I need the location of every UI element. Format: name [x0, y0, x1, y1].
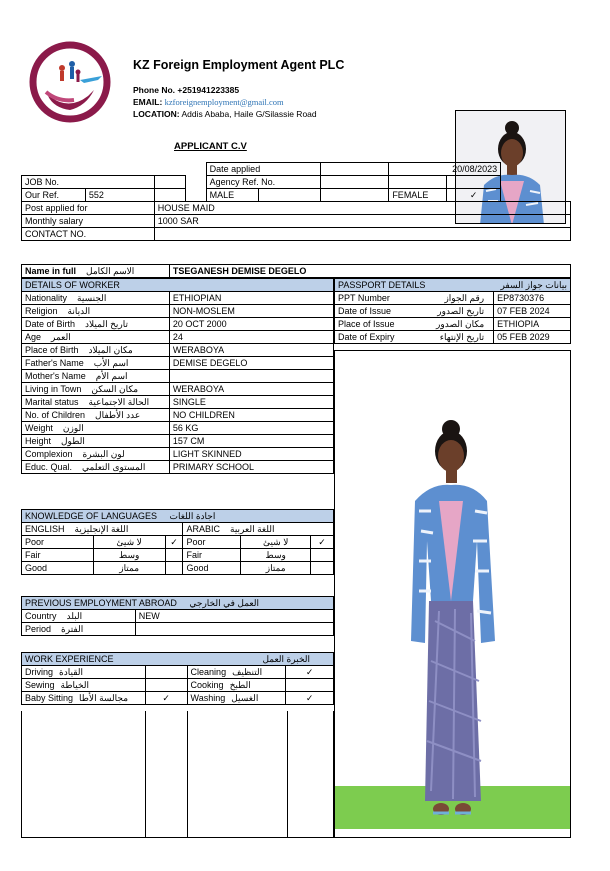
worker-field-label: Living in Town — [25, 384, 82, 394]
worker-row — [22, 422, 334, 435]
period-value — [135, 623, 333, 636]
experience-left-check: ✓ — [145, 692, 187, 705]
experience-section-header-ar: الخبرة العمل — [262, 654, 310, 664]
work-experience-left-column-extension — [21, 711, 188, 838]
worker-field-label-cell — [22, 409, 170, 422]
company-contact — [133, 84, 317, 120]
experience-section-header: WORK EXPERIENCE — [25, 654, 114, 664]
name-label-ar: الاسم الكامل — [86, 266, 135, 276]
passport-field-label: Date of Expiry — [338, 332, 395, 342]
worker-row — [22, 435, 334, 448]
experience-right-check — [286, 679, 334, 692]
arabic-level-label: Good — [183, 562, 241, 575]
worker-field-label: Place of Birth — [25, 345, 79, 355]
period-label-ar: الفترة — [61, 624, 84, 634]
english-level-label: Fair — [22, 549, 94, 562]
worker-field-label: Religion — [25, 306, 58, 316]
experience-row — [22, 679, 334, 692]
worker-field-value: 157 CM — [169, 435, 333, 448]
worker-field-label: Educ. Qual. — [25, 462, 73, 472]
english-level-label-ar: وسط — [93, 549, 165, 562]
gender-female-label: FEMALE — [389, 189, 447, 202]
arabic-level-check: ✓ — [311, 536, 334, 549]
worker-field-label-cell — [22, 357, 170, 370]
name-table — [21, 264, 571, 278]
worker-field-value: WERABOYA — [169, 383, 333, 396]
passport-field-label: Date of Issue — [338, 306, 392, 316]
worker-field-label-ar: الجنسية — [77, 293, 107, 303]
worker-field-label-ar: الطول — [61, 436, 85, 446]
top-info-table — [21, 162, 571, 241]
experience-right-cell — [187, 692, 286, 705]
worker-field-label-cell — [22, 383, 170, 396]
worker-field-label-ar: اسم الأم — [95, 371, 128, 381]
arabic-level-label-ar: لا شيئ — [241, 536, 311, 549]
arabic-label: ARABIC — [186, 524, 220, 534]
worker-field-label-cell — [22, 344, 170, 357]
country-value: NEW — [135, 610, 333, 623]
worker-field-value — [169, 370, 333, 383]
worker-field-label-ar: تاريخ الميلاد — [85, 319, 128, 329]
worker-field-label-cell — [22, 318, 170, 331]
worker-field-label-cell — [22, 370, 170, 383]
worker-row — [22, 461, 334, 474]
worker-field-value: 24 — [169, 331, 333, 344]
passport-field-label-cell — [335, 331, 494, 344]
agency-ref-label: Agency Ref. No. — [206, 176, 320, 189]
experience-left-check — [145, 679, 187, 692]
date-applied-label: Date applied — [206, 163, 320, 176]
our-ref-label: Our Ref. — [22, 189, 86, 202]
passport-field-label-ar: رقم الجواز — [444, 293, 485, 303]
worker-row — [22, 448, 334, 461]
experience-right-cell — [187, 679, 286, 692]
worker-field-label: Marital status — [25, 397, 79, 407]
worker-section-header: DETAILS OF WORKER — [22, 279, 334, 292]
worker-field-label-ar: مكان الميلاد — [88, 345, 133, 355]
worker-field-label: Height — [25, 436, 52, 446]
english-label-ar: اللغة الإنجليزية — [74, 524, 129, 534]
experience-left-label: Baby Sitting — [25, 693, 74, 703]
language-row — [22, 549, 334, 562]
language-row — [22, 562, 334, 575]
passport-field-label-cell — [335, 305, 494, 318]
previous-employment-table — [21, 596, 334, 636]
worker-field-label-ar: الديانة — [67, 306, 91, 316]
worker-field-label-ar: العمر — [51, 332, 71, 342]
applicant-photo-full — [334, 350, 571, 838]
arabic-level-label: Fair — [183, 549, 241, 562]
previous-section-header: PREVIOUS EMPLOYMENT ABROAD — [25, 598, 177, 608]
experience-left-cell — [22, 666, 146, 679]
worker-field-label-ar: اسم الأب — [93, 358, 129, 368]
passport-details-table — [334, 278, 571, 344]
worker-field-label: Nationality — [25, 293, 68, 303]
experience-left-label-ar: الخياطة — [60, 680, 90, 690]
experience-right-label-ar: الطبخ — [229, 680, 251, 690]
passport-field-label-cell — [335, 292, 494, 305]
email-label: EMAIL: — [133, 97, 163, 107]
worker-details-table — [21, 278, 334, 474]
worker-row — [22, 357, 334, 370]
work-experience-divider — [145, 711, 146, 838]
worker-row — [22, 370, 334, 383]
experience-left-label: Sewing — [25, 680, 55, 690]
passport-field-label: PPT Number — [338, 293, 390, 303]
passport-section-header-ar: بيانات جواز السفر — [500, 280, 567, 290]
worker-field-label: Weight — [25, 423, 53, 433]
experience-row — [22, 692, 334, 705]
worker-field-label-cell — [22, 422, 170, 435]
email-value[interactable]: kzforeignemployment@gmail.com — [164, 97, 284, 107]
passport-field-value: 07 FEB 2024 — [494, 305, 571, 318]
passport-row — [335, 292, 571, 305]
location-label: LOCATION: — [133, 109, 180, 119]
worker-field-value: ETHIOPIAN — [169, 292, 333, 305]
experience-left-label: Driving — [25, 667, 54, 677]
experience-left-check — [145, 666, 187, 679]
worker-row — [22, 409, 334, 422]
arabic-label-ar: اللغة العربية — [230, 524, 275, 534]
worker-field-label-cell — [22, 331, 170, 344]
post-applied-value: HOUSE MAID — [154, 202, 570, 215]
worker-field-label-cell — [22, 396, 170, 409]
arabic-level-label: Poor — [183, 536, 241, 549]
company-name: KZ Foreign Employment Agent PLC — [133, 58, 345, 72]
worker-field-value: NON-MOSLEM — [169, 305, 333, 318]
worker-field-value: NO CHILDREN — [169, 409, 333, 422]
arabic-level-label-ar: وسط — [241, 549, 311, 562]
country-label-ar: البلد — [66, 611, 83, 621]
experience-left-label-ar: مجالسة الأطا — [79, 693, 129, 703]
worker-field-label-ar: لون البشرة — [82, 449, 125, 459]
experience-right-label: Washing — [190, 693, 226, 703]
worker-field-value: PRIMARY SCHOOL — [169, 461, 333, 474]
experience-right-label-ar: الغسيل — [231, 693, 259, 703]
worker-row — [22, 383, 334, 396]
english-level-label: Poor — [22, 536, 94, 549]
post-applied-label: Post applied for — [22, 202, 155, 215]
passport-field-label-ar: تاريخ الصدور — [437, 306, 485, 316]
name-value: TSEGANESH DEMISE DEGELO — [169, 265, 570, 278]
worker-field-label-ar: الحالة الاجتماعية — [88, 397, 150, 407]
experience-left-cell — [22, 692, 146, 705]
worker-row — [22, 344, 334, 357]
name-label: Name in full — [25, 266, 77, 276]
language-row — [22, 536, 334, 549]
period-label: Period — [25, 624, 52, 634]
location-value: Addis Ababa, Haile G/Silassie Road — [181, 109, 317, 119]
experience-right-label-ar: التنظيف — [232, 667, 263, 677]
contact-no-label: CONTACT NO. — [22, 228, 155, 241]
worker-row — [22, 305, 334, 318]
worker-field-label-ar: الوزن — [62, 423, 84, 433]
worker-field-label: Age — [25, 332, 42, 342]
passport-field-value: ETHIOPIA — [494, 318, 571, 331]
english-level-check — [165, 562, 183, 575]
passport-field-value: EP8730376 — [494, 292, 571, 305]
worker-field-value: DEMISE DEGELO — [169, 357, 333, 370]
experience-right-check: ✓ — [286, 692, 334, 705]
languages-table — [21, 509, 334, 575]
experience-right-label: Cleaning — [190, 667, 227, 677]
work-experience-right-column-extension — [187, 711, 334, 838]
worker-field-value: SINGLE — [169, 396, 333, 409]
worker-field-label-cell — [22, 461, 170, 474]
passport-row — [335, 305, 571, 318]
experience-right-check: ✓ — [286, 666, 334, 679]
worker-field-label-ar: المستوى التعلمي — [82, 462, 146, 472]
experience-right-label: Cooking — [190, 680, 224, 690]
languages-section-header-ar: اجادة اللغات — [169, 511, 216, 521]
worker-field-label: Father's Name — [25, 358, 84, 368]
gender-male-label: MALE — [206, 189, 258, 202]
english-level-label-ar: لا شيئ — [93, 536, 165, 549]
passport-row — [335, 331, 571, 344]
worker-field-label-cell — [22, 305, 170, 318]
experience-right-cell — [187, 666, 286, 679]
languages-section-header: KNOWLEDGE OF LANGUAGES — [25, 511, 158, 521]
english-level-label: Good — [22, 562, 94, 575]
worker-field-label: Complexion — [25, 449, 73, 459]
worker-field-label-cell — [22, 292, 170, 305]
english-level-check: ✓ — [165, 536, 183, 549]
worker-field-label-ar: عدد الأطفال — [95, 410, 141, 420]
worker-field-value: LIGHT SKINNED — [169, 448, 333, 461]
date-applied-value: 20/08/2023 — [389, 163, 501, 176]
worker-field-label: Date of Birth — [25, 319, 76, 329]
phone-label: Phone No. — [133, 85, 176, 95]
worker-field-label-cell — [22, 435, 170, 448]
arabic-level-check — [311, 549, 334, 562]
experience-left-label-ar: القيادة — [59, 667, 83, 677]
worker-field-label: Mother's Name — [25, 371, 86, 381]
country-label: Country — [25, 611, 57, 621]
phone-value: +251941223385 — [177, 85, 240, 95]
worker-row — [22, 292, 334, 305]
experience-left-cell — [22, 679, 146, 692]
worker-field-value: 20 OCT 2000 — [169, 318, 333, 331]
passport-field-label-ar: مكان الصدور — [436, 319, 485, 329]
worker-field-value: 56 KG — [169, 422, 333, 435]
worker-row — [22, 396, 334, 409]
experience-row — [22, 666, 334, 679]
monthly-salary-value: 1000 SAR — [154, 215, 570, 228]
worker-row — [22, 318, 334, 331]
gender-female-check: ✓ — [447, 189, 501, 202]
passport-section-header: PASSPORT DETAILS — [338, 280, 426, 290]
company-logo — [28, 40, 112, 124]
english-label: ENGLISH — [25, 524, 65, 534]
english-level-check — [165, 549, 183, 562]
our-ref-value: 552 — [85, 189, 154, 202]
worker-field-label: No. of Children — [25, 410, 86, 420]
job-no-label: JOB No. — [22, 176, 155, 189]
monthly-salary-label: Monthly salary — [22, 215, 155, 228]
arabic-level-label-ar: ممتاز — [241, 562, 311, 575]
passport-field-label-cell — [335, 318, 494, 331]
passport-field-label-ar: تاريخ الإنتهاء — [439, 332, 485, 342]
worker-field-label-ar: مكان السكن — [91, 384, 139, 394]
arabic-level-check — [311, 562, 334, 575]
passport-field-value: 05 FEB 2029 — [494, 331, 571, 344]
page-title: APPLICANT C.V — [174, 141, 247, 152]
english-level-label-ar: ممتاز — [93, 562, 165, 575]
passport-row — [335, 318, 571, 331]
worker-row — [22, 331, 334, 344]
passport-field-label: Place of Issue — [338, 319, 395, 329]
previous-section-header-ar: العمل في الخارجي — [189, 598, 260, 608]
work-experience-right-divider — [287, 711, 288, 838]
worker-field-value: WERABOYA — [169, 344, 333, 357]
worker-field-label-cell — [22, 448, 170, 461]
work-experience-table — [21, 652, 334, 705]
